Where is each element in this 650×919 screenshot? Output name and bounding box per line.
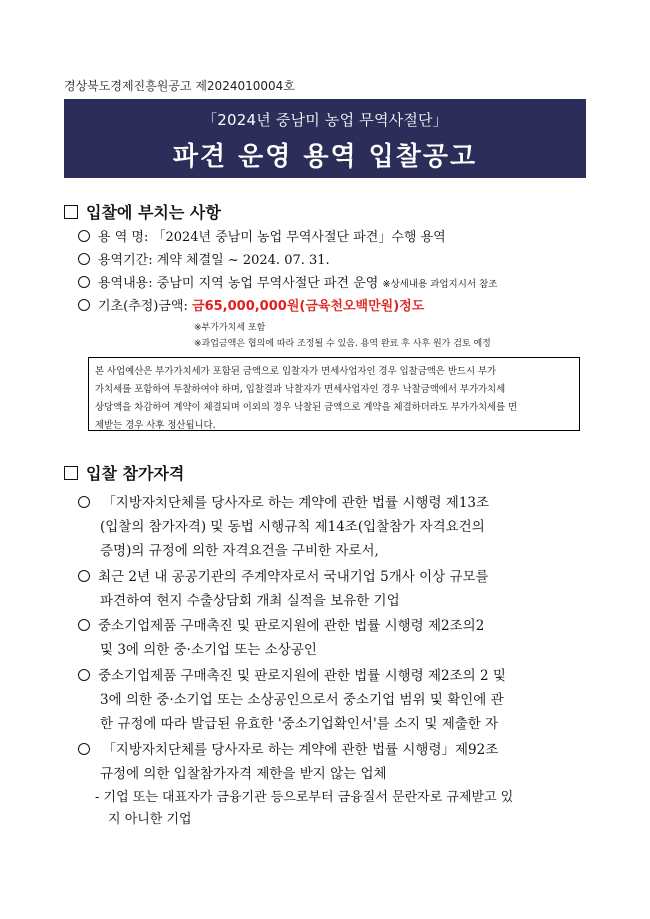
item-label: 용 역 명: [98, 230, 149, 245]
qualification-item [78, 614, 484, 634]
amount-value: 금65,000,000원(금육천오백만원)정도 [192, 299, 425, 314]
qualification-item-line: 증명)의 규정에 의한 자격요건을 구비한 자로서, [100, 543, 379, 559]
notice-line: 상당액을 차감하여 계약이 체결되며 이외의 경우 낙찰된 금액으로 계약을 체결하더라도 부가가치세를 면 [95, 402, 518, 413]
qualification-item-line: 및 3에 의한 중·소기업 또는 소상공인 [100, 642, 317, 658]
qualification-subitem-line: 지 아니한 기업 [108, 812, 192, 827]
qualification-item-line: 3에 의한 중·소기업 또는 소상공인으로서 중소기업 범위 및 확인에 관 [100, 692, 504, 708]
item-value: 중남미 지역 농업 무역사절단 파견 운영 [156, 276, 379, 291]
notice-line: 가치세를 포함하여 투찰하여야 하며, 입찰결과 낙찰자가 면세사업자인 경우 낙찰금액에서 부가가치세 [95, 384, 506, 395]
qualification-subitem: - 기업 또는 대표자가 금융기관 등으로부터 금융질서 문란자로 규제받고 있 [95, 790, 514, 805]
circle-bullet-icon [78, 276, 90, 288]
qualification-item-line: (입찰의 참가자격) 및 동법 시행규칙 제14조(입찰참가 자격요건의 [100, 519, 485, 535]
circle-bullet-icon [78, 253, 90, 265]
notice-line: 제받는 경우 사후 정산됩니다. [95, 420, 216, 431]
qual-line: 「지방자치단체를 당사자로 하는 계약에 관한 법률 시행령」제92조 [102, 742, 499, 758]
section-heading-qualifications [64, 461, 184, 484]
qual-line: 최근 2년 내 공공기관의 주계약자로서 국내기업 5개사 이상 규모를 [98, 569, 489, 585]
qualification-item-line: 한 규정에 따라 발급된 유효한 '중소기업확인서'를 소지 및 제출한 자 [100, 716, 499, 732]
checkbox-square-icon [64, 466, 78, 480]
document-number: 경상북도경제진흥원공고 제2024010004호 [64, 79, 295, 93]
qualification-item [78, 491, 489, 511]
circle-bullet-icon [78, 230, 90, 242]
section2-heading-text: 입찰 참가자격 [86, 464, 185, 483]
circle-bullet-icon [78, 570, 90, 582]
item-label: 기초(추정)금액: [98, 299, 188, 314]
bid-item-service-content [78, 272, 497, 291]
notice-line: 본 사업예산은 부가가치세가 포함된 금액으로 입찰자가 면세사업자인 경우 입찰금액은 반드시 부가 [95, 366, 497, 377]
qual-line: 중소기업제품 구매촉진 및 판로지원에 관한 법률 시행령 제2조의 2 및 [98, 668, 506, 684]
circle-bullet-icon [78, 743, 90, 755]
banner-subtitle: 「2024년 중남미 농업 무역사절단」 [202, 111, 448, 129]
qualification-item-line: 파견하여 현지 수출상담회 개최 실적을 보유한 기업 [100, 593, 400, 609]
circle-bullet-icon [78, 619, 90, 631]
qualification-item [78, 738, 498, 758]
qualification-item-line: 규정에 의한 입찰참가자격 제한을 받지 않는 업체 [100, 766, 387, 782]
item-value: 계약 체결일 ~ 2024. 07. 31. [156, 253, 330, 268]
item-label: 용역내용: [98, 276, 153, 291]
title-banner [64, 99, 586, 178]
vat-notice-box [88, 357, 580, 431]
item-note: ※상세내용 과업지시서 참조 [382, 279, 498, 290]
section1-heading-text: 입찰에 부치는 사항 [86, 203, 221, 222]
bid-item-service-name [78, 226, 446, 245]
bid-item-service-period [78, 249, 330, 268]
vat-note: ※부가가치세 포함 [194, 323, 266, 333]
qual-line: 중소기업제품 구매촉진 및 판로지원에 관한 법률 시행령 제2조의2 [98, 618, 485, 634]
adjust-note: ※과업금액은 협의에 따라 조정될 수 있음. 용역 완료 후 사후 원가 검토 예정 [194, 339, 491, 349]
qualification-item [78, 664, 506, 684]
circle-bullet-icon [78, 496, 90, 508]
circle-bullet-icon [78, 669, 90, 681]
bid-item-estimated-amount [78, 295, 424, 314]
item-value: 「2024년 중남미 농업 무역사절단 파견」수행 용역 [152, 230, 446, 245]
circle-bullet-icon [78, 299, 90, 311]
checkbox-square-icon [64, 205, 78, 219]
qualification-item [78, 565, 489, 585]
banner-title: 파견 운영 용역 입찰공고 [172, 142, 478, 172]
qual-line: 「지방자치단체를 당사자로 하는 계약에 관한 법률 시행령 제13조 [102, 495, 490, 511]
item-label: 용역기간: [98, 253, 153, 268]
section-heading-bid-items [64, 200, 221, 223]
